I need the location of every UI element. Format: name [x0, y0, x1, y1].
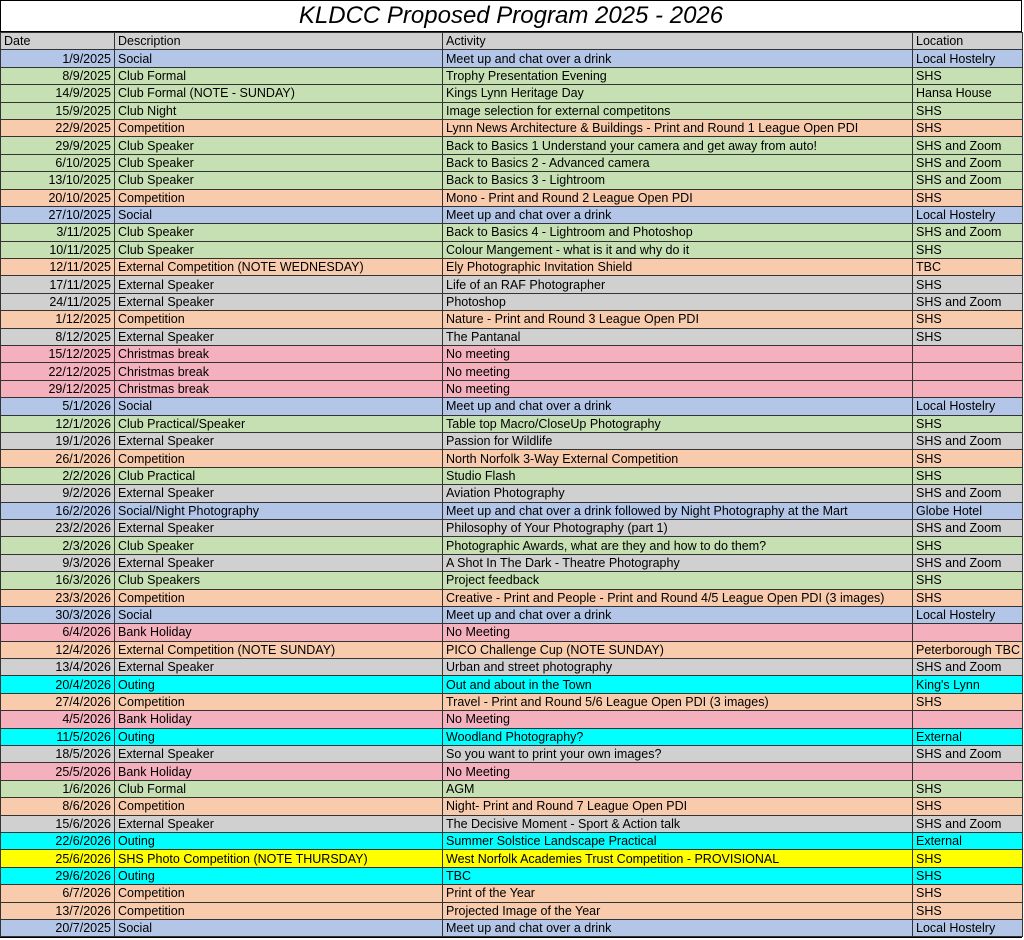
date-cell: 6/10/2025 — [1, 154, 115, 171]
description-cell: Club Formal (NOTE - SUNDAY) — [115, 85, 443, 102]
activity-cell: North Norfolk 3-Way External Competition — [443, 450, 913, 467]
table-row — [1, 450, 1023, 467]
activity-cell: Mono - Print and Round 2 League Open PDI — [443, 189, 913, 206]
activity-cell: Night- Print and Round 7 League Open PDI — [443, 798, 913, 815]
date-cell: 24/11/2025 — [1, 293, 115, 310]
description-cell: External Speaker — [115, 554, 443, 571]
description-cell: External Speaker — [115, 293, 443, 310]
table-row — [1, 554, 1023, 571]
activity-cell: PICO Challenge Cup (NOTE SUNDAY) — [443, 641, 913, 658]
description-cell: Club Speaker — [115, 241, 443, 258]
date-cell: 2/2/2026 — [1, 467, 115, 484]
activity-cell: The Pantanal — [443, 328, 913, 345]
table-row — [1, 85, 1023, 102]
table-row — [1, 519, 1023, 536]
location-cell: SHS and Zoom — [913, 554, 1023, 571]
description-cell: Club Speaker — [115, 172, 443, 189]
table-row — [1, 693, 1023, 710]
header-date: Date — [1, 33, 115, 50]
location-cell: Local Hostelry — [913, 606, 1023, 623]
location-cell: SHS — [913, 572, 1023, 589]
location-cell: SHS — [913, 537, 1023, 554]
date-cell: 6/4/2026 — [1, 624, 115, 641]
table-row — [1, 467, 1023, 484]
activity-cell: Travel - Print and Round 5/6 League Open PDI (3 images) — [443, 693, 913, 710]
location-cell: SHS — [913, 589, 1023, 606]
table-row — [1, 172, 1023, 189]
activity-cell: Kings Lynn Heritage Day — [443, 85, 913, 102]
date-cell: 9/2/2026 — [1, 485, 115, 502]
activity-cell: Back to Basics 1 Understand your camera and get away from auto! — [443, 137, 913, 154]
date-cell: 12/1/2026 — [1, 415, 115, 432]
activity-cell: Lynn News Architecture & Buildings - Print and Round 1 League Open PDI — [443, 119, 913, 136]
description-cell: Club Speaker — [115, 137, 443, 154]
date-cell: 17/11/2025 — [1, 276, 115, 293]
activity-cell: Projected Image of the Year — [443, 902, 913, 919]
table-row — [1, 485, 1023, 502]
date-cell: 23/2/2026 — [1, 519, 115, 536]
date-cell: 12/11/2025 — [1, 259, 115, 276]
table-row — [1, 867, 1023, 884]
description-cell: Social/Night Photography — [115, 502, 443, 519]
activity-cell: No meeting — [443, 346, 913, 363]
activity-cell: Meet up and chat over a drink — [443, 919, 913, 936]
activity-cell: TBC — [443, 867, 913, 884]
date-cell: 15/9/2025 — [1, 102, 115, 119]
description-cell: Club Speaker — [115, 537, 443, 554]
activity-cell: Photoshop — [443, 293, 913, 310]
location-cell: SHS — [913, 189, 1023, 206]
location-cell: SHS and Zoom — [913, 224, 1023, 241]
description-cell: External Speaker — [115, 485, 443, 502]
location-cell: SHS — [913, 885, 1023, 902]
activity-cell: Philosophy of Your Photography (part 1) — [443, 519, 913, 536]
location-cell: SHS — [913, 415, 1023, 432]
date-cell: 22/12/2025 — [1, 363, 115, 380]
location-cell: SHS — [913, 67, 1023, 84]
table-row — [1, 189, 1023, 206]
description-cell: Club Speaker — [115, 224, 443, 241]
location-cell: SHS — [913, 311, 1023, 328]
location-cell: SHS — [913, 119, 1023, 136]
table-row — [1, 415, 1023, 432]
page-title: KLDCC Proposed Program 2025 - 2026 — [1, 1, 1021, 32]
date-cell: 1/12/2025 — [1, 311, 115, 328]
table-row — [1, 67, 1023, 84]
date-cell: 15/6/2026 — [1, 815, 115, 832]
activity-cell: Colour Mangement - what is it and why do it — [443, 241, 913, 258]
activity-cell: No Meeting — [443, 763, 913, 780]
date-cell: 14/9/2025 — [1, 85, 115, 102]
description-cell: Social — [115, 606, 443, 623]
date-cell: 4/5/2026 — [1, 711, 115, 728]
date-cell: 8/6/2026 — [1, 798, 115, 815]
date-cell: 11/5/2026 — [1, 728, 115, 745]
location-cell: SHS and Zoom — [913, 432, 1023, 449]
program-table — [0, 32, 1023, 937]
table-row — [1, 119, 1023, 136]
description-cell: Christmas break — [115, 380, 443, 397]
location-cell: SHS — [913, 276, 1023, 293]
description-cell: Club Speaker — [115, 154, 443, 171]
activity-cell: No Meeting — [443, 711, 913, 728]
table-row — [1, 241, 1023, 258]
description-cell: External Speaker — [115, 519, 443, 536]
location-cell: External — [913, 832, 1023, 849]
table-row — [1, 137, 1023, 154]
table-row — [1, 815, 1023, 832]
location-cell — [913, 624, 1023, 641]
date-cell: 18/5/2026 — [1, 746, 115, 763]
table-row — [1, 919, 1023, 936]
activity-cell: Meet up and chat over a drink — [443, 50, 913, 67]
description-cell: Club Practical — [115, 467, 443, 484]
description-cell: Bank Holiday — [115, 763, 443, 780]
table-row — [1, 832, 1023, 849]
location-cell: SHS and Zoom — [913, 746, 1023, 763]
table-row — [1, 624, 1023, 641]
table-row — [1, 606, 1023, 623]
location-cell: SHS — [913, 902, 1023, 919]
table-row — [1, 589, 1023, 606]
table-row — [1, 380, 1023, 397]
location-cell: SHS and Zoom — [913, 154, 1023, 171]
location-cell: SHS — [913, 241, 1023, 258]
location-cell: SHS — [913, 450, 1023, 467]
date-cell: 27/4/2026 — [1, 693, 115, 710]
header-description: Description — [115, 33, 443, 50]
date-cell: 20/4/2026 — [1, 676, 115, 693]
date-cell: 8/9/2025 — [1, 67, 115, 84]
description-cell: Competition — [115, 798, 443, 815]
description-cell: Outing — [115, 832, 443, 849]
activity-cell: A Shot In The Dark - Theatre Photography — [443, 554, 913, 571]
activity-cell: Aviation Photography — [443, 485, 913, 502]
date-cell: 26/1/2026 — [1, 450, 115, 467]
table-row — [1, 224, 1023, 241]
description-cell: Competition — [115, 902, 443, 919]
description-cell: Christmas break — [115, 346, 443, 363]
table-row — [1, 328, 1023, 345]
activity-cell: Back to Basics 4 - Lightroom and Photoshop — [443, 224, 913, 241]
location-cell — [913, 346, 1023, 363]
activity-cell: Urban and street photography — [443, 659, 913, 676]
date-cell: 8/12/2025 — [1, 328, 115, 345]
table-row — [1, 537, 1023, 554]
description-cell: SHS Photo Competition (NOTE THURSDAY) — [115, 850, 443, 867]
activity-cell: Meet up and chat over a drink — [443, 398, 913, 415]
location-cell: TBC — [913, 259, 1023, 276]
date-cell: 20/7/2025 — [1, 919, 115, 936]
table-row — [1, 363, 1023, 380]
header-location: Location — [913, 33, 1023, 50]
date-cell: 25/5/2026 — [1, 763, 115, 780]
activity-cell: Back to Basics 2 - Advanced camera — [443, 154, 913, 171]
description-cell: Competition — [115, 885, 443, 902]
activity-cell: Image selection for external competitons — [443, 102, 913, 119]
location-cell: SHS and Zoom — [913, 137, 1023, 154]
date-cell: 16/2/2026 — [1, 502, 115, 519]
location-cell: SHS — [913, 693, 1023, 710]
date-cell: 13/7/2026 — [1, 902, 115, 919]
table-row — [1, 432, 1023, 449]
description-cell: Social — [115, 50, 443, 67]
activity-cell: So you want to print your own images? — [443, 746, 913, 763]
date-cell: 22/6/2026 — [1, 832, 115, 849]
location-cell: External — [913, 728, 1023, 745]
table-row — [1, 398, 1023, 415]
date-cell: 9/3/2026 — [1, 554, 115, 571]
date-cell: 1/9/2025 — [1, 50, 115, 67]
location-cell: SHS — [913, 102, 1023, 119]
location-cell: SHS and Zoom — [913, 519, 1023, 536]
description-cell: Outing — [115, 728, 443, 745]
location-cell — [913, 711, 1023, 728]
activity-cell: Out and about in the Town — [443, 676, 913, 693]
table-row — [1, 346, 1023, 363]
date-cell: 13/10/2025 — [1, 172, 115, 189]
description-cell: External Speaker — [115, 659, 443, 676]
table-row — [1, 102, 1023, 119]
activity-cell: Nature - Print and Round 3 League Open PDI — [443, 311, 913, 328]
date-cell: 6/7/2026 — [1, 885, 115, 902]
location-cell: SHS — [913, 867, 1023, 884]
table-row — [1, 572, 1023, 589]
location-cell: SHS and Zoom — [913, 485, 1023, 502]
location-cell: Local Hostelry — [913, 206, 1023, 223]
activity-cell: Print of the Year — [443, 885, 913, 902]
location-cell: SHS and Zoom — [913, 815, 1023, 832]
location-cell: SHS — [913, 850, 1023, 867]
date-cell: 19/1/2026 — [1, 432, 115, 449]
activity-cell: Table top Macro/CloseUp Photography — [443, 415, 913, 432]
table-row — [1, 780, 1023, 797]
activity-cell: No Meeting — [443, 624, 913, 641]
activity-cell: Life of an RAF Photographer — [443, 276, 913, 293]
description-cell: Christmas break — [115, 363, 443, 380]
date-cell: 29/6/2026 — [1, 867, 115, 884]
table-row — [1, 259, 1023, 276]
table-row — [1, 711, 1023, 728]
table-row — [1, 676, 1023, 693]
activity-cell: Creative - Print and People - Print and Round 4/5 League Open PDI (3 images) — [443, 589, 913, 606]
date-cell: 16/3/2026 — [1, 572, 115, 589]
activity-cell: No meeting — [443, 380, 913, 397]
location-cell — [913, 763, 1023, 780]
table-row — [1, 746, 1023, 763]
description-cell: Bank Holiday — [115, 711, 443, 728]
activity-cell: Studio Flash — [443, 467, 913, 484]
date-cell: 20/10/2025 — [1, 189, 115, 206]
location-cell — [913, 363, 1023, 380]
activity-cell: Project feedback — [443, 572, 913, 589]
table-row — [1, 50, 1023, 67]
activity-cell: Meet up and chat over a drink followed by Night Photography at the Mart — [443, 502, 913, 519]
table-row — [1, 902, 1023, 919]
location-cell: Local Hostelry — [913, 919, 1023, 936]
description-cell: Competition — [115, 189, 443, 206]
location-cell: SHS — [913, 467, 1023, 484]
location-cell: Hansa House — [913, 85, 1023, 102]
date-cell: 1/6/2026 — [1, 780, 115, 797]
date-cell: 23/3/2026 — [1, 589, 115, 606]
date-cell: 29/9/2025 — [1, 137, 115, 154]
table-row — [1, 502, 1023, 519]
description-cell: External Competition (NOTE SUNDAY) — [115, 641, 443, 658]
table-row — [1, 276, 1023, 293]
location-cell: Globe Hotel — [913, 502, 1023, 519]
location-cell: SHS and Zoom — [913, 172, 1023, 189]
description-cell: Club Practical/Speaker — [115, 415, 443, 432]
location-cell: Local Hostelry — [913, 50, 1023, 67]
location-cell: Peterborough TBC — [913, 641, 1023, 658]
activity-cell: Back to Basics 3 - Lightroom — [443, 172, 913, 189]
date-cell: 25/6/2026 — [1, 850, 115, 867]
table-row — [1, 206, 1023, 223]
activity-cell: Meet up and chat over a drink — [443, 606, 913, 623]
location-cell: SHS and Zoom — [913, 659, 1023, 676]
description-cell: Social — [115, 919, 443, 936]
description-cell: Social — [115, 398, 443, 415]
date-cell: 3/11/2025 — [1, 224, 115, 241]
date-cell: 12/4/2026 — [1, 641, 115, 658]
location-cell: Local Hostelry — [913, 398, 1023, 415]
date-cell: 2/3/2026 — [1, 537, 115, 554]
description-cell: External Speaker — [115, 432, 443, 449]
description-cell: Outing — [115, 676, 443, 693]
table-row — [1, 850, 1023, 867]
table-row — [1, 659, 1023, 676]
description-cell: Club Formal — [115, 67, 443, 84]
description-cell: External Speaker — [115, 815, 443, 832]
location-cell: SHS — [913, 328, 1023, 345]
header-activity: Activity — [443, 33, 913, 50]
date-cell: 10/11/2025 — [1, 241, 115, 258]
description-cell: Competition — [115, 589, 443, 606]
activity-cell: No meeting — [443, 363, 913, 380]
description-cell: Club Formal — [115, 780, 443, 797]
activity-cell: The Decisive Moment - Sport & Action talk — [443, 815, 913, 832]
date-cell: 13/4/2026 — [1, 659, 115, 676]
location-cell: King's Lynn — [913, 676, 1023, 693]
table-row — [1, 728, 1023, 745]
header-row — [1, 33, 1023, 50]
date-cell: 5/1/2026 — [1, 398, 115, 415]
activity-cell: Ely Photographic Invitation Shield — [443, 259, 913, 276]
description-cell: Competition — [115, 311, 443, 328]
table-row — [1, 885, 1023, 902]
date-cell: 15/12/2025 — [1, 346, 115, 363]
table-row — [1, 154, 1023, 171]
date-cell: 29/12/2025 — [1, 380, 115, 397]
location-cell: SHS — [913, 780, 1023, 797]
description-cell: External Speaker — [115, 276, 443, 293]
table-row — [1, 641, 1023, 658]
location-cell: SHS — [913, 798, 1023, 815]
activity-cell: Photographic Awards, what are they and how to do them? — [443, 537, 913, 554]
activity-cell: Trophy Presentation Evening — [443, 67, 913, 84]
date-cell: 27/10/2025 — [1, 206, 115, 223]
activity-cell: West Norfolk Academies Trust Competition - PROVISIONAL — [443, 850, 913, 867]
table-row — [1, 293, 1023, 310]
location-cell: SHS and Zoom — [913, 293, 1023, 310]
description-cell: Social — [115, 206, 443, 223]
description-cell: Bank Holiday — [115, 624, 443, 641]
date-cell: 22/9/2025 — [1, 119, 115, 136]
description-cell: Competition — [115, 119, 443, 136]
table-row — [1, 311, 1023, 328]
description-cell: External Competition (NOTE WEDNESDAY) — [115, 259, 443, 276]
activity-cell: Summer Solstice Landscape Practical — [443, 832, 913, 849]
activity-cell: Passion for Wildlife — [443, 432, 913, 449]
date-cell: 30/3/2026 — [1, 606, 115, 623]
table-row — [1, 763, 1023, 780]
table-body — [1, 50, 1023, 937]
description-cell: Club Speakers — [115, 572, 443, 589]
activity-cell: Meet up and chat over a drink — [443, 206, 913, 223]
table-row — [1, 798, 1023, 815]
description-cell: External Speaker — [115, 328, 443, 345]
description-cell: Competition — [115, 450, 443, 467]
activity-cell: Woodland Photography? — [443, 728, 913, 745]
activity-cell: AGM — [443, 780, 913, 797]
location-cell — [913, 380, 1023, 397]
description-cell: Competition — [115, 693, 443, 710]
description-cell: Club Night — [115, 102, 443, 119]
description-cell: External Speaker — [115, 746, 443, 763]
description-cell: Outing — [115, 867, 443, 884]
